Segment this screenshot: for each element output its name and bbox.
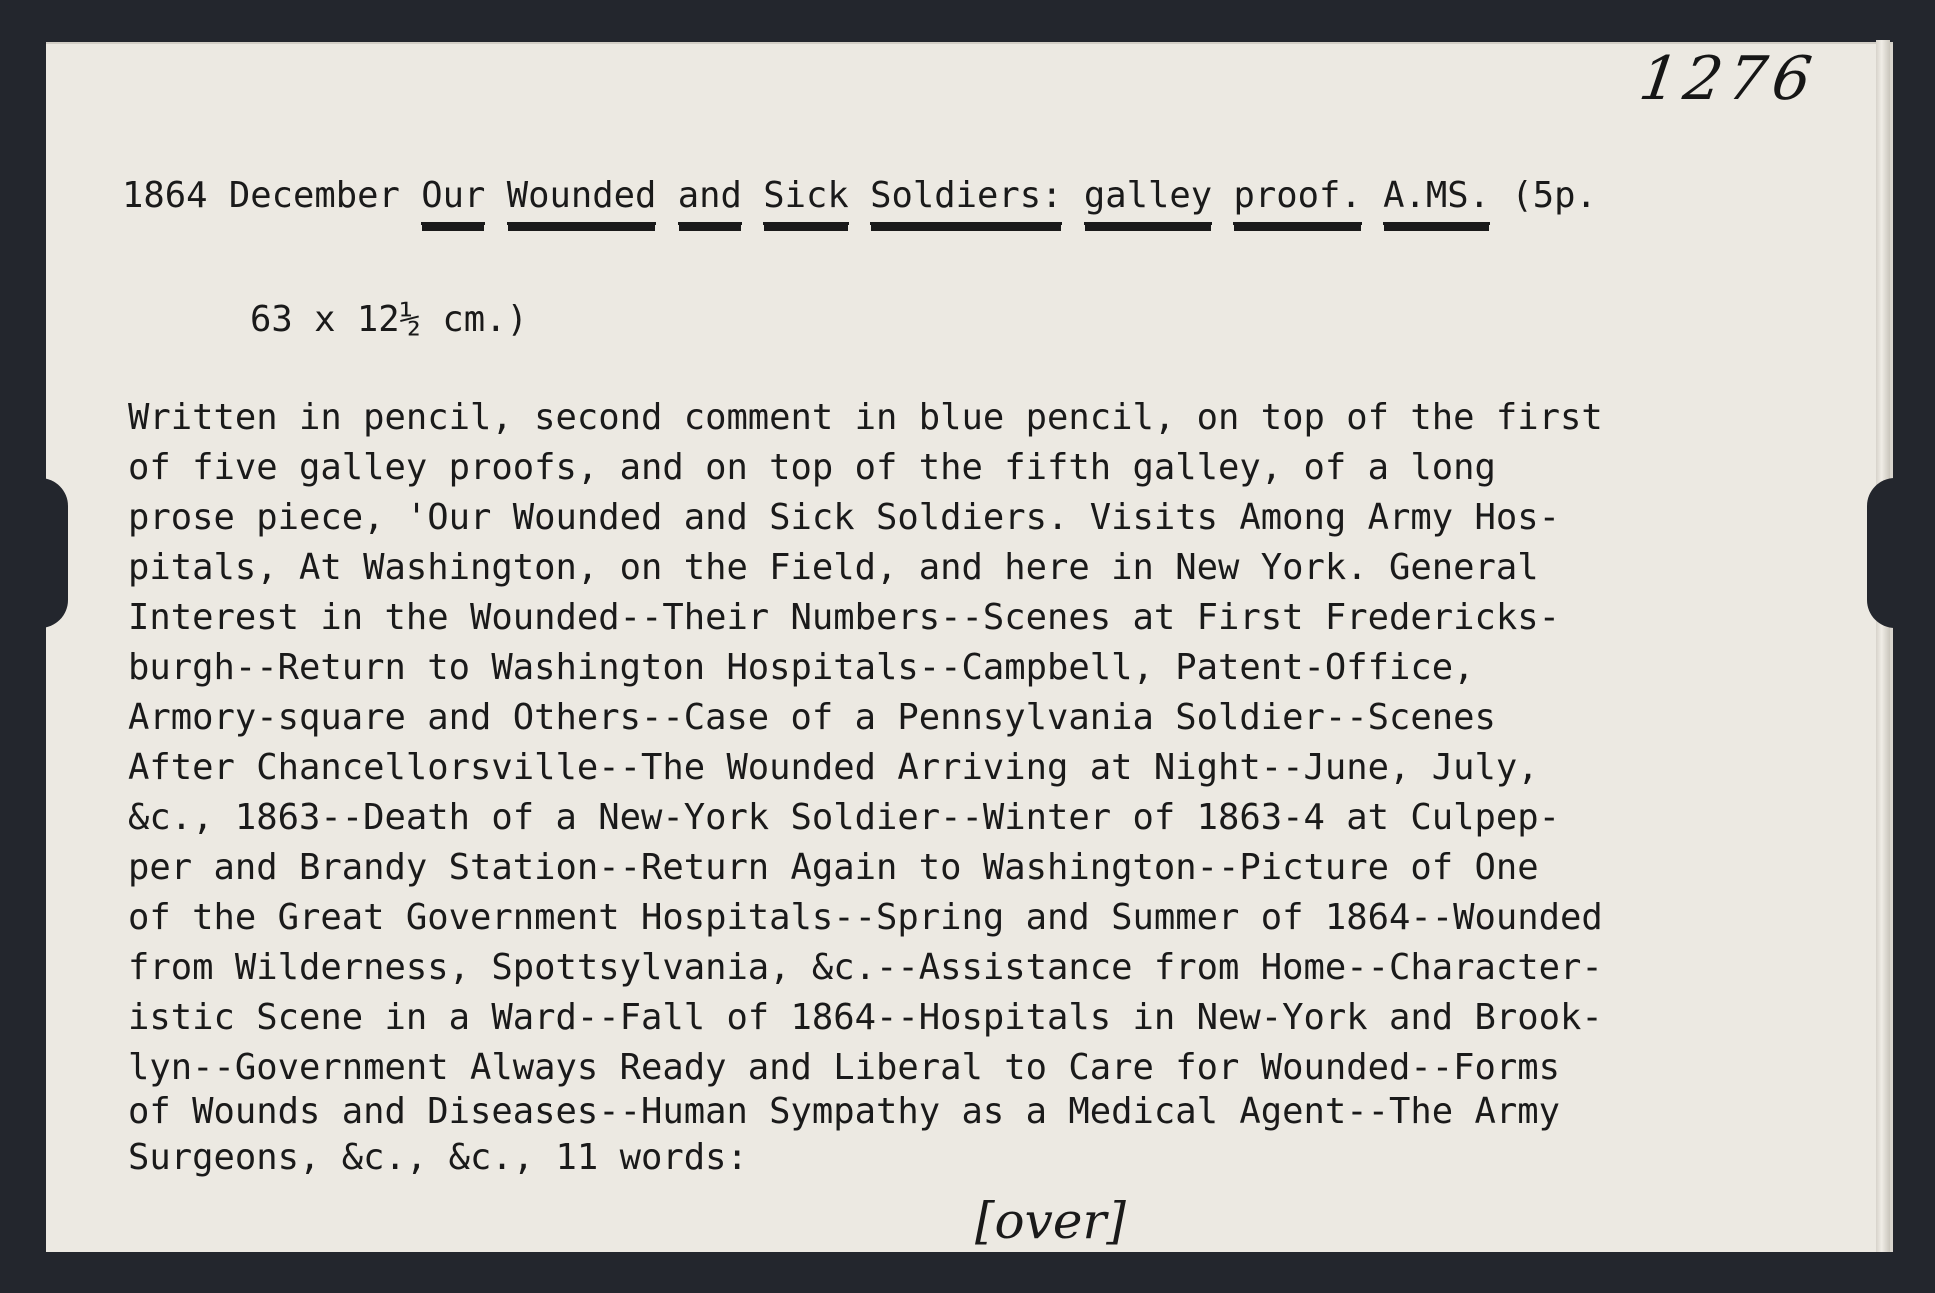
description-line: per and Brandy Station--Return Again to Washington--Picture of One bbox=[128, 847, 1539, 888]
card-notch-right bbox=[1867, 478, 1907, 628]
description-line: of the Great Government Hospitals--Spring and Summer of 1864--Wounded bbox=[128, 897, 1603, 938]
card-stack-edge bbox=[1876, 40, 1890, 1252]
description-line: burgh--Return to Washington Hospitals--Campbell, Patent-Office, bbox=[128, 647, 1475, 688]
description-line: of Wounds and Diseases--Human Sympathy as a Medical Agent--The Army bbox=[128, 1091, 1560, 1132]
description-line: &c., 1863--Death of a New-York Soldier--Winter of 1863-4 at Culpep- bbox=[128, 797, 1560, 838]
card-notch-left bbox=[34, 478, 68, 628]
extent-size: 63 x 12½ cm.) bbox=[250, 299, 528, 340]
description-line: Armory-square and Others--Case of a Pennsylvania Soldier--Scenes bbox=[128, 697, 1496, 738]
card-heading bbox=[122, 175, 1597, 216]
subtitle-word: proof. bbox=[1233, 175, 1361, 225]
title-word: Our bbox=[421, 175, 485, 225]
description-line: prose piece, 'Our Wounded and Sick Soldiers. Visits Among Army Hos- bbox=[128, 497, 1560, 538]
title-word: Soldiers: bbox=[870, 175, 1062, 225]
extent-open: (5p. bbox=[1511, 175, 1597, 216]
form-abbreviation: A.MS. bbox=[1383, 175, 1490, 225]
over-note: [over] bbox=[975, 1192, 1126, 1250]
description-line: pitals, At Washington, on the Field, and here in New York. General bbox=[128, 547, 1539, 588]
description-line: Surgeons, &c., &c., 11 words: bbox=[128, 1137, 748, 1178]
description-line: from Wilderness, Spottsylvania, &c.--Assistance from Home--Character- bbox=[128, 947, 1603, 988]
description-line: After Chancellorsville--The Wounded Arriving at Night--June, July, bbox=[128, 747, 1539, 788]
heading-date: 1864 December bbox=[122, 175, 400, 216]
description-line: lyn--Government Always Ready and Liberal to Care for Wounded--Forms bbox=[128, 1047, 1560, 1088]
description-line: Written in pencil, second comment in blue pencil, on top of the first bbox=[128, 397, 1603, 438]
subtitle-word: galley bbox=[1084, 175, 1212, 225]
title-word: and bbox=[678, 175, 742, 225]
description-line: of five galley proofs, and on top of the fifth galley, of a long bbox=[128, 447, 1496, 488]
title-word: Sick bbox=[763, 175, 849, 225]
description-line: Interest in the Wounded--Their Numbers--Scenes at First Fredericks- bbox=[128, 597, 1560, 638]
catalog-number: 1276 bbox=[1635, 44, 1822, 114]
description-line: istic Scene in a Ward--Fall of 1864--Hospitals in New-York and Brook- bbox=[128, 997, 1603, 1038]
title-word: Wounded bbox=[507, 175, 657, 225]
